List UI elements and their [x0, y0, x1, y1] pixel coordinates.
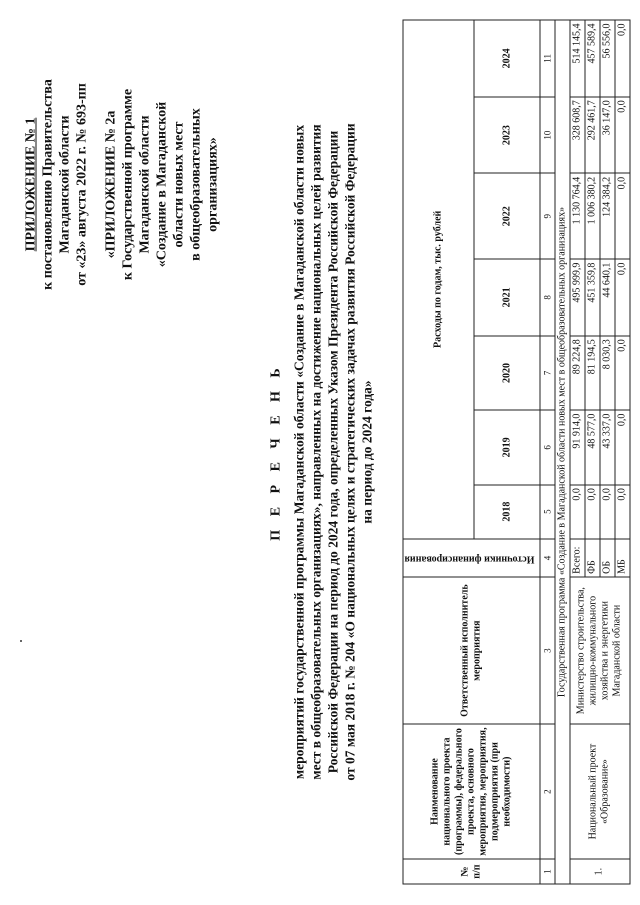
cell-value: 43 337,0	[600, 410, 615, 484]
cell-value: 0,0	[570, 485, 585, 539]
header-year: 2020	[474, 336, 540, 410]
appendix-line: от «23» августа 2022 г. № 693-пп	[74, 83, 90, 286]
column-number-row	[540, 20, 555, 884]
cell-value: 292 461,7	[585, 97, 600, 174]
row-source: МБ	[615, 539, 630, 578]
cell-value: 1 130 764,4	[570, 173, 585, 259]
col-number: 6	[540, 410, 555, 484]
header-year: 2019	[474, 410, 540, 484]
cell-value: 36 147,0	[600, 97, 615, 174]
col-number: 8	[540, 259, 555, 336]
cell-value: 91 914,0	[570, 410, 585, 484]
table-row	[570, 20, 585, 884]
appendix-block	[23, 35, 222, 335]
expenses-table	[403, 20, 631, 885]
cell-value: 0,0	[600, 485, 615, 539]
col-number: 2	[540, 724, 555, 859]
appendix-line: «Создание в Магаданской	[154, 101, 170, 268]
document-heading	[268, 20, 376, 885]
document-title: П Е Р Е Ч Е Н Ь	[268, 363, 284, 541]
cell-value: 328 608,7	[570, 97, 585, 174]
row-name: Национальный проект «Образование»	[570, 724, 630, 859]
heading-line: от 07 мая 2018 г. № 204 «О национальных целях и стратегических задачах развития Российской Федерации	[342, 123, 358, 781]
row-source: ФБ	[585, 539, 600, 578]
header-name: Наименование национального проекта (программы), федерального проекта, основного мероприятия, мероприятия, подмероприятия (при необходимости)	[403, 724, 540, 859]
appendix-line: организациях»	[205, 137, 221, 232]
rotated-document-page	[13, 10, 633, 895]
cell-value: 44 640,1	[600, 259, 615, 336]
cell-value: 0,0	[615, 259, 630, 336]
col-number: 10	[540, 97, 555, 174]
header-year: 2024	[474, 20, 540, 97]
row-executor: Министерство строительства, жилищно-коммунального хозяйства и энергетики Магаданской области	[570, 577, 630, 724]
program-row: Государственная программа «Создание в Магаданской области новых мест в общеобразовательных организациях»	[555, 20, 570, 884]
col-number: 9	[540, 173, 555, 259]
appendix-line: в общеобразовательных	[188, 108, 204, 261]
appendix-title: ПРИЛОЖЕНИЕ № 1	[23, 117, 39, 252]
row-source: Всего:	[570, 539, 585, 578]
cell-value: 0,0	[615, 20, 630, 97]
col-number: 4	[540, 539, 555, 578]
col-number: 1	[540, 859, 555, 884]
appendix-line: Магаданской области	[57, 115, 73, 254]
heading-line: Российской Федерации на период до 2024 года, определенных Указом Президента Российской Федерации	[325, 130, 341, 774]
cell-value: 81 194,5	[585, 336, 600, 410]
row-source: ОБ	[600, 539, 615, 578]
header-source: Источники финансирования	[403, 539, 540, 578]
header-year: 2021	[474, 259, 540, 336]
header-year: 2022	[474, 173, 540, 259]
cell-value: 451 359,8	[585, 259, 600, 336]
header-year: 2018	[474, 485, 540, 539]
col-number: 3	[540, 577, 555, 724]
header-year: 2023	[474, 97, 540, 174]
appendix-line: к Государственной программе	[120, 88, 136, 281]
cell-value: 89 224,8	[570, 336, 585, 410]
col-number: 7	[540, 336, 555, 410]
cell-value: 457 589,4	[585, 20, 600, 97]
appendix-line: к постановлению Правительства	[40, 79, 56, 290]
cell-value: 0,0	[615, 410, 630, 484]
cell-value: 0,0	[615, 485, 630, 539]
col-number: 11	[540, 20, 555, 97]
cell-value: 48 577,0	[585, 410, 600, 484]
heading-line: на период до 2024 года»	[359, 380, 375, 524]
cell-value: 0,0	[615, 336, 630, 410]
cell-value: 514 145,4	[570, 20, 585, 97]
cell-value: 1 006 380,2	[585, 173, 600, 259]
row-num: 1.	[570, 859, 630, 884]
heading-line: мест в общеобразовательных организациях», направленных на достижение национальных целей развития	[308, 124, 324, 780]
appendix-line: Магаданской области	[137, 115, 153, 254]
header-num: № п/п	[403, 859, 540, 884]
header-expenses: Расходы по годам, тыс. рублей	[403, 20, 474, 539]
appendix-title-2: «ПРИЛОЖЕНИЕ № 2а	[103, 110, 119, 259]
col-number: 5	[540, 485, 555, 539]
cell-value: 0,0	[585, 485, 600, 539]
cell-value: 495 999,9	[570, 259, 585, 336]
cell-value: 124 384,2	[600, 173, 615, 259]
cell-value: 0,0	[615, 97, 630, 174]
cell-value: 56 556,0	[600, 20, 615, 97]
appendix-line: области новых мест	[171, 121, 187, 248]
cell-value: 8 030,3	[600, 336, 615, 410]
heading-line: мероприятий государственной программы Магаданской области «Создание в Магаданской области новых	[291, 124, 307, 780]
cell-value: 0,0	[615, 173, 630, 259]
header-executor: Ответственный исполнитель мероприятия	[403, 577, 540, 724]
